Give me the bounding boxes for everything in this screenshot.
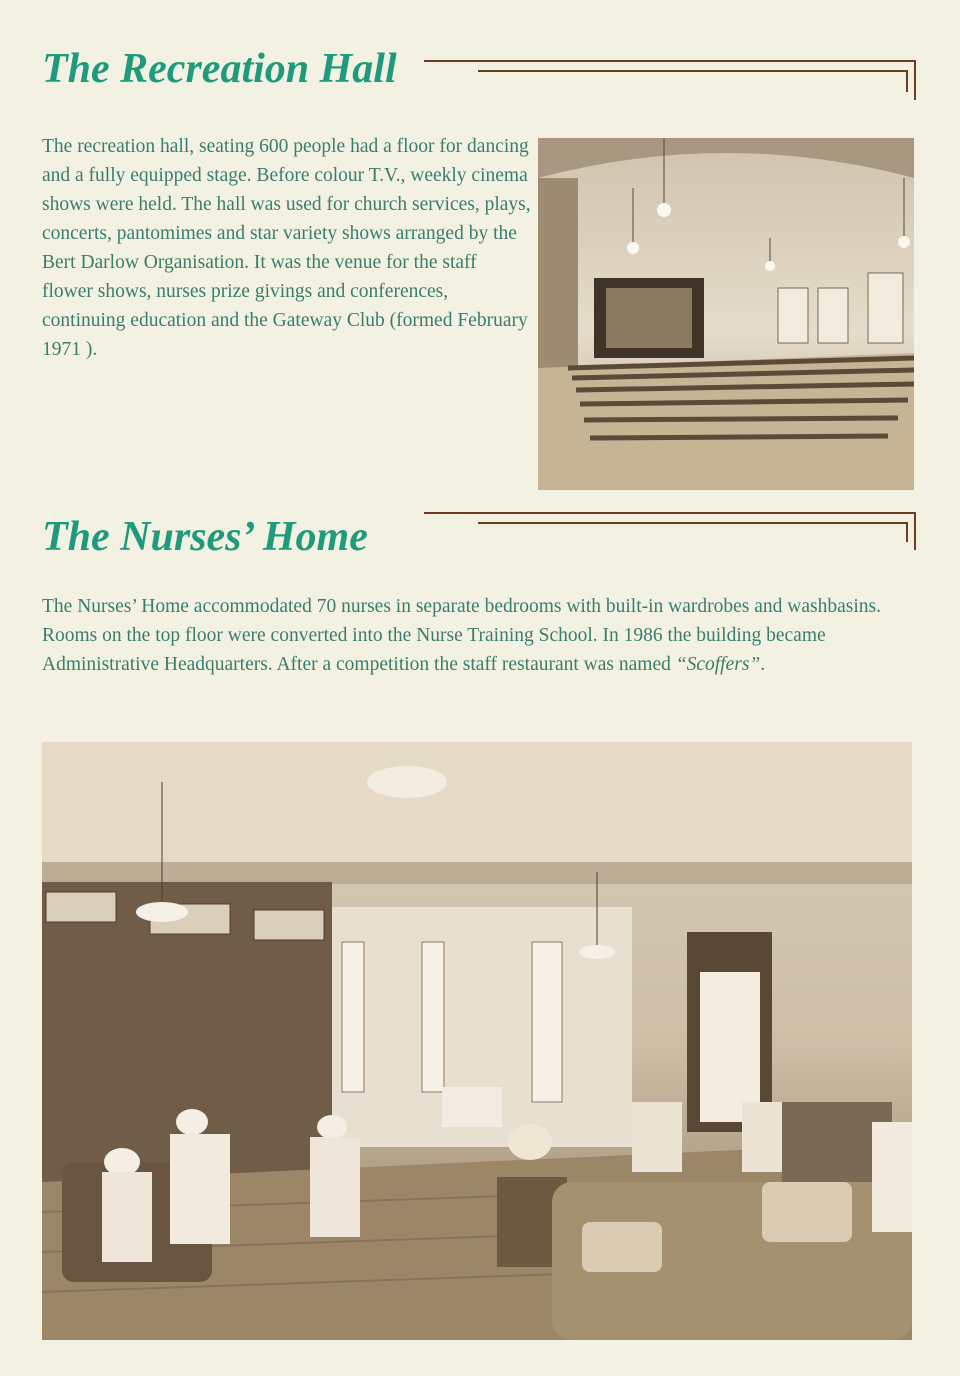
nurses-home-paragraph-end: . [760, 654, 766, 675]
nurses-home-rule-right [914, 512, 916, 550]
nurses-home-heading: The Nurses’ Home [42, 514, 368, 560]
nurses-home-rule-right-inner [906, 522, 908, 542]
recreation-hall-rule-right-inner [906, 70, 908, 92]
recreation-hall-rule-top [424, 60, 916, 62]
nurses-home-paragraph-main: The Nurses’ Home accommodated 70 nurses in separate bedrooms with built-in wardrobes and washbasins. Rooms on the top floor were converted into the Nurse Training School. In 1986 the building became Administrative Headquarters. After a competition the staff restaurant was named [42, 596, 882, 675]
recreation-hall-photo [538, 138, 914, 490]
nurses-home-rule-top [424, 512, 916, 514]
recreation-hall-paragraph: The recreation hall, seating 600 people had a floor for dancing and a fully equipped stage. Before colour T.V., weekly cinema shows were held. The hall was used for church services, plays, concerts, pantomimes and star variety shows arranged by the Bert Darlow Organisation. It was the venue for the staff flower shows, nurses prize givings and conferences, continuing education and the Gateway Club (formed February 1971 ). [42, 136, 531, 360]
scoffers-name: “Scoffers” [675, 654, 761, 675]
recreation-hall-rule-bottom [478, 70, 908, 72]
nurses-home-lounge-photo [42, 742, 912, 1340]
nurses-home-rule-bottom [478, 522, 908, 524]
recreation-hall-rule-right [914, 60, 916, 100]
recreation-hall-heading: The Recreation Hall [42, 46, 397, 92]
nurses-home-paragraph [42, 592, 922, 679]
